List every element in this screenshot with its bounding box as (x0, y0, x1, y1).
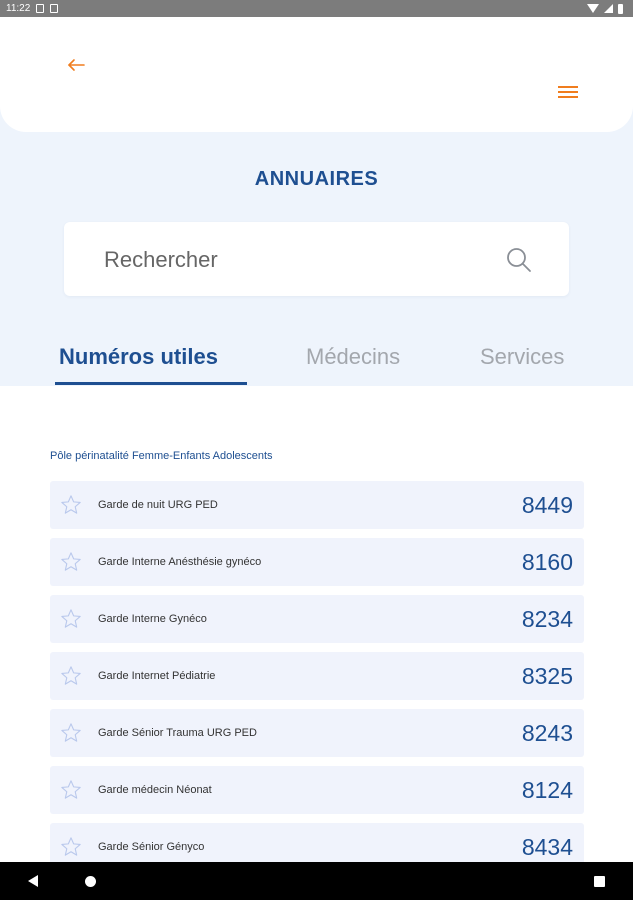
list-item[interactable] (50, 595, 584, 643)
wifi-icon (587, 4, 599, 13)
search-input[interactable] (102, 222, 486, 298)
search-box (64, 222, 569, 296)
tab-numeros-utiles[interactable]: Numéros utiles (59, 344, 218, 369)
entry-label: Garde Sénior Trauma URG PED (98, 727, 257, 739)
star-icon[interactable] (60, 494, 82, 516)
tab-services[interactable]: Services (480, 344, 565, 369)
hamburger-menu-icon[interactable] (556, 83, 580, 101)
entry-label: Garde Sénior Gényco (98, 841, 205, 853)
system-nav-bar (0, 862, 633, 900)
page-title: ANNUAIRES (254, 168, 379, 190)
entry-label: Garde Interne Gynéco (98, 613, 207, 625)
list-item[interactable] (50, 538, 584, 586)
entry-number[interactable]: 8434 (521, 834, 573, 860)
list-item[interactable] (50, 481, 584, 529)
entry-number[interactable]: 8243 (521, 720, 573, 746)
section-title: Pôle périnatalité Femme-Enfants Adolescents (50, 450, 273, 462)
numbers-list (50, 481, 584, 880)
cell-signal-icon (604, 4, 613, 13)
entry-number[interactable]: 8160 (521, 549, 573, 575)
nav-home-icon[interactable] (85, 876, 96, 887)
tab-medecins[interactable]: Médecins (306, 344, 401, 369)
entry-number[interactable]: 8325 (521, 663, 573, 689)
entry-label: Garde Internet Pédiatrie (98, 670, 216, 682)
battery-icon (618, 4, 623, 14)
star-icon[interactable] (60, 836, 82, 858)
star-icon[interactable] (60, 779, 82, 801)
list-item[interactable] (50, 709, 584, 757)
tab-bar (0, 340, 633, 386)
notification-icon (36, 4, 44, 13)
star-icon[interactable] (60, 665, 82, 687)
list-item[interactable] (50, 652, 584, 700)
nav-back-icon[interactable] (28, 875, 38, 887)
entry-number[interactable]: 8124 (521, 777, 573, 803)
entry-label: Garde médecin Néonat (98, 784, 212, 796)
app-header (0, 17, 633, 132)
list-item[interactable] (50, 766, 584, 814)
star-icon[interactable] (60, 608, 82, 630)
entry-number[interactable]: 8449 (521, 492, 573, 518)
sim-card-icon (50, 4, 58, 13)
star-icon[interactable] (60, 722, 82, 744)
star-icon[interactable] (60, 551, 82, 573)
active-tab-indicator (55, 382, 247, 385)
arrow-left-icon[interactable] (66, 55, 88, 75)
status-time: 11:22 (6, 3, 31, 14)
entry-number[interactable]: 8234 (521, 606, 573, 632)
status-bar (0, 0, 633, 17)
entry-label: Garde de nuit URG PED (98, 499, 218, 511)
search-icon[interactable] (505, 246, 533, 274)
entry-label: Garde Interne Anésthésie gynéco (98, 556, 262, 568)
nav-recent-apps-icon[interactable] (594, 876, 605, 887)
